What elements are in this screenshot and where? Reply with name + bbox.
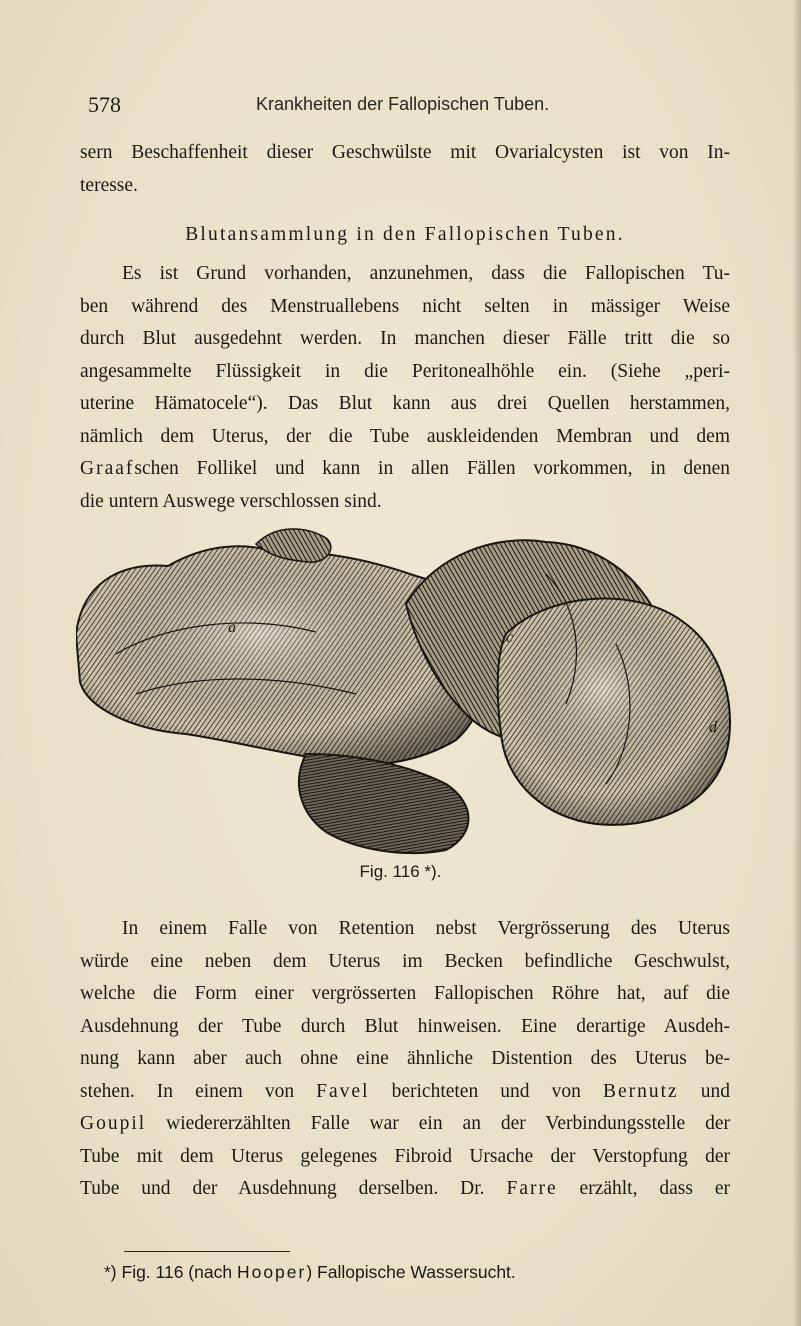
text-line: ben während des Menstruallebens nicht selten in mässiger Weise	[80, 295, 730, 317]
person-name: Farre	[506, 1178, 558, 1199]
text-fragment: wiedererzählten Falle war ein an der Verbindungsstelle der	[166, 1113, 731, 1134]
text-line: durch Blut ausgedehnt werden. In manchen dieser Fälle tritt die so	[80, 328, 730, 349]
person-name: Goupil	[80, 1113, 147, 1134]
figure-label-d: d	[709, 719, 717, 736]
text-line: Es ist Grund vorhanden, anzunehmen, dass die Fallopischen Tu-	[122, 263, 730, 284]
figure-caption: Fig. 116 *).	[359, 862, 442, 881]
person-name: Favel	[316, 1080, 370, 1102]
paragraph-3	[80, 913, 730, 1206]
text-line: würde eine neben dem Uterus im Becken befindliche Geschwulst,	[80, 950, 730, 972]
page-edge-shadow	[793, 0, 801, 1326]
footnote-prefix: *) Fig. 116 (nach	[104, 1262, 233, 1282]
text-line: welche die Form einer vergrösserten Fallopischen Röhre hat, auf die	[80, 983, 730, 1004]
lower-fold	[299, 754, 469, 853]
text-fragment: Tube und der Ausdehnung derselben. Dr.	[80, 1178, 485, 1199]
text-line: die untern Auswege verschlossen sind.	[80, 490, 382, 512]
text-fragment: berichteten und von	[391, 1080, 581, 1102]
text-fragment: erzählt, dass er	[579, 1178, 731, 1199]
footnote	[104, 1262, 516, 1283]
running-title: Krankheiten der Fallopischen Tuben.	[256, 94, 550, 114]
running-head	[88, 92, 748, 120]
figure-label-a: a	[228, 619, 236, 636]
footnote-suffix: ) Fallopische Wassersucht.	[306, 1262, 516, 1282]
text-line: In einem Falle von Retention nebst Vergrösserung des Uterus	[122, 918, 730, 939]
text-line: nung kann aber auch ohne eine ähnliche Distention des Uterus be-	[80, 1048, 730, 1069]
text-line	[80, 1076, 730, 1109]
section-heading: Blutansammlung in den Fallopischen Tuben.	[185, 224, 625, 245]
person-name: Graaf	[80, 458, 135, 479]
text-fragment: schen Follikel und kann in allen Fällen vorkommen, in denen	[134, 458, 730, 479]
footnote-rule	[124, 1251, 290, 1252]
text-line	[80, 1108, 730, 1141]
text-line: angesammelte Flüssigkeit in die Peritonealhöhle ein. (Siehe „peri-	[80, 360, 730, 382]
fallopian-tube-drawing	[76, 514, 737, 858]
text-line	[80, 1173, 730, 1206]
page-number: 578	[88, 92, 121, 117]
paragraph-2	[80, 258, 730, 518]
text-line	[80, 453, 730, 486]
anatomical-illustration	[76, 514, 737, 858]
text-line: teresse.	[80, 174, 138, 196]
figure-label-c: c	[506, 629, 514, 646]
paragraph-1	[80, 137, 730, 202]
person-name: Bernutz	[602, 1080, 679, 1102]
text-line: sern Beschaffenheit dieser Geschwülste mit Ovarialcysten ist von In-	[80, 142, 730, 163]
text-line: uterine Hämatocele“). Das Blut kann aus drei Quellen herstammen,	[80, 393, 730, 414]
text-fragment: und	[700, 1080, 731, 1102]
text-line: Ausdehnung der Tube durch Blut hinweisen. Eine derartige Ausdeh-	[80, 1015, 730, 1037]
text-line: nämlich dem Uterus, der die Tube auskleidenden Membran und dem	[80, 425, 730, 447]
text-fragment: stehen. In einem von	[80, 1080, 295, 1102]
right-mass-shading	[498, 599, 730, 825]
text-line: Tube mit dem Uterus gelegenes Fibroid Ursache der Verstopfung der	[80, 1145, 730, 1167]
person-name: Hooper	[236, 1262, 307, 1282]
